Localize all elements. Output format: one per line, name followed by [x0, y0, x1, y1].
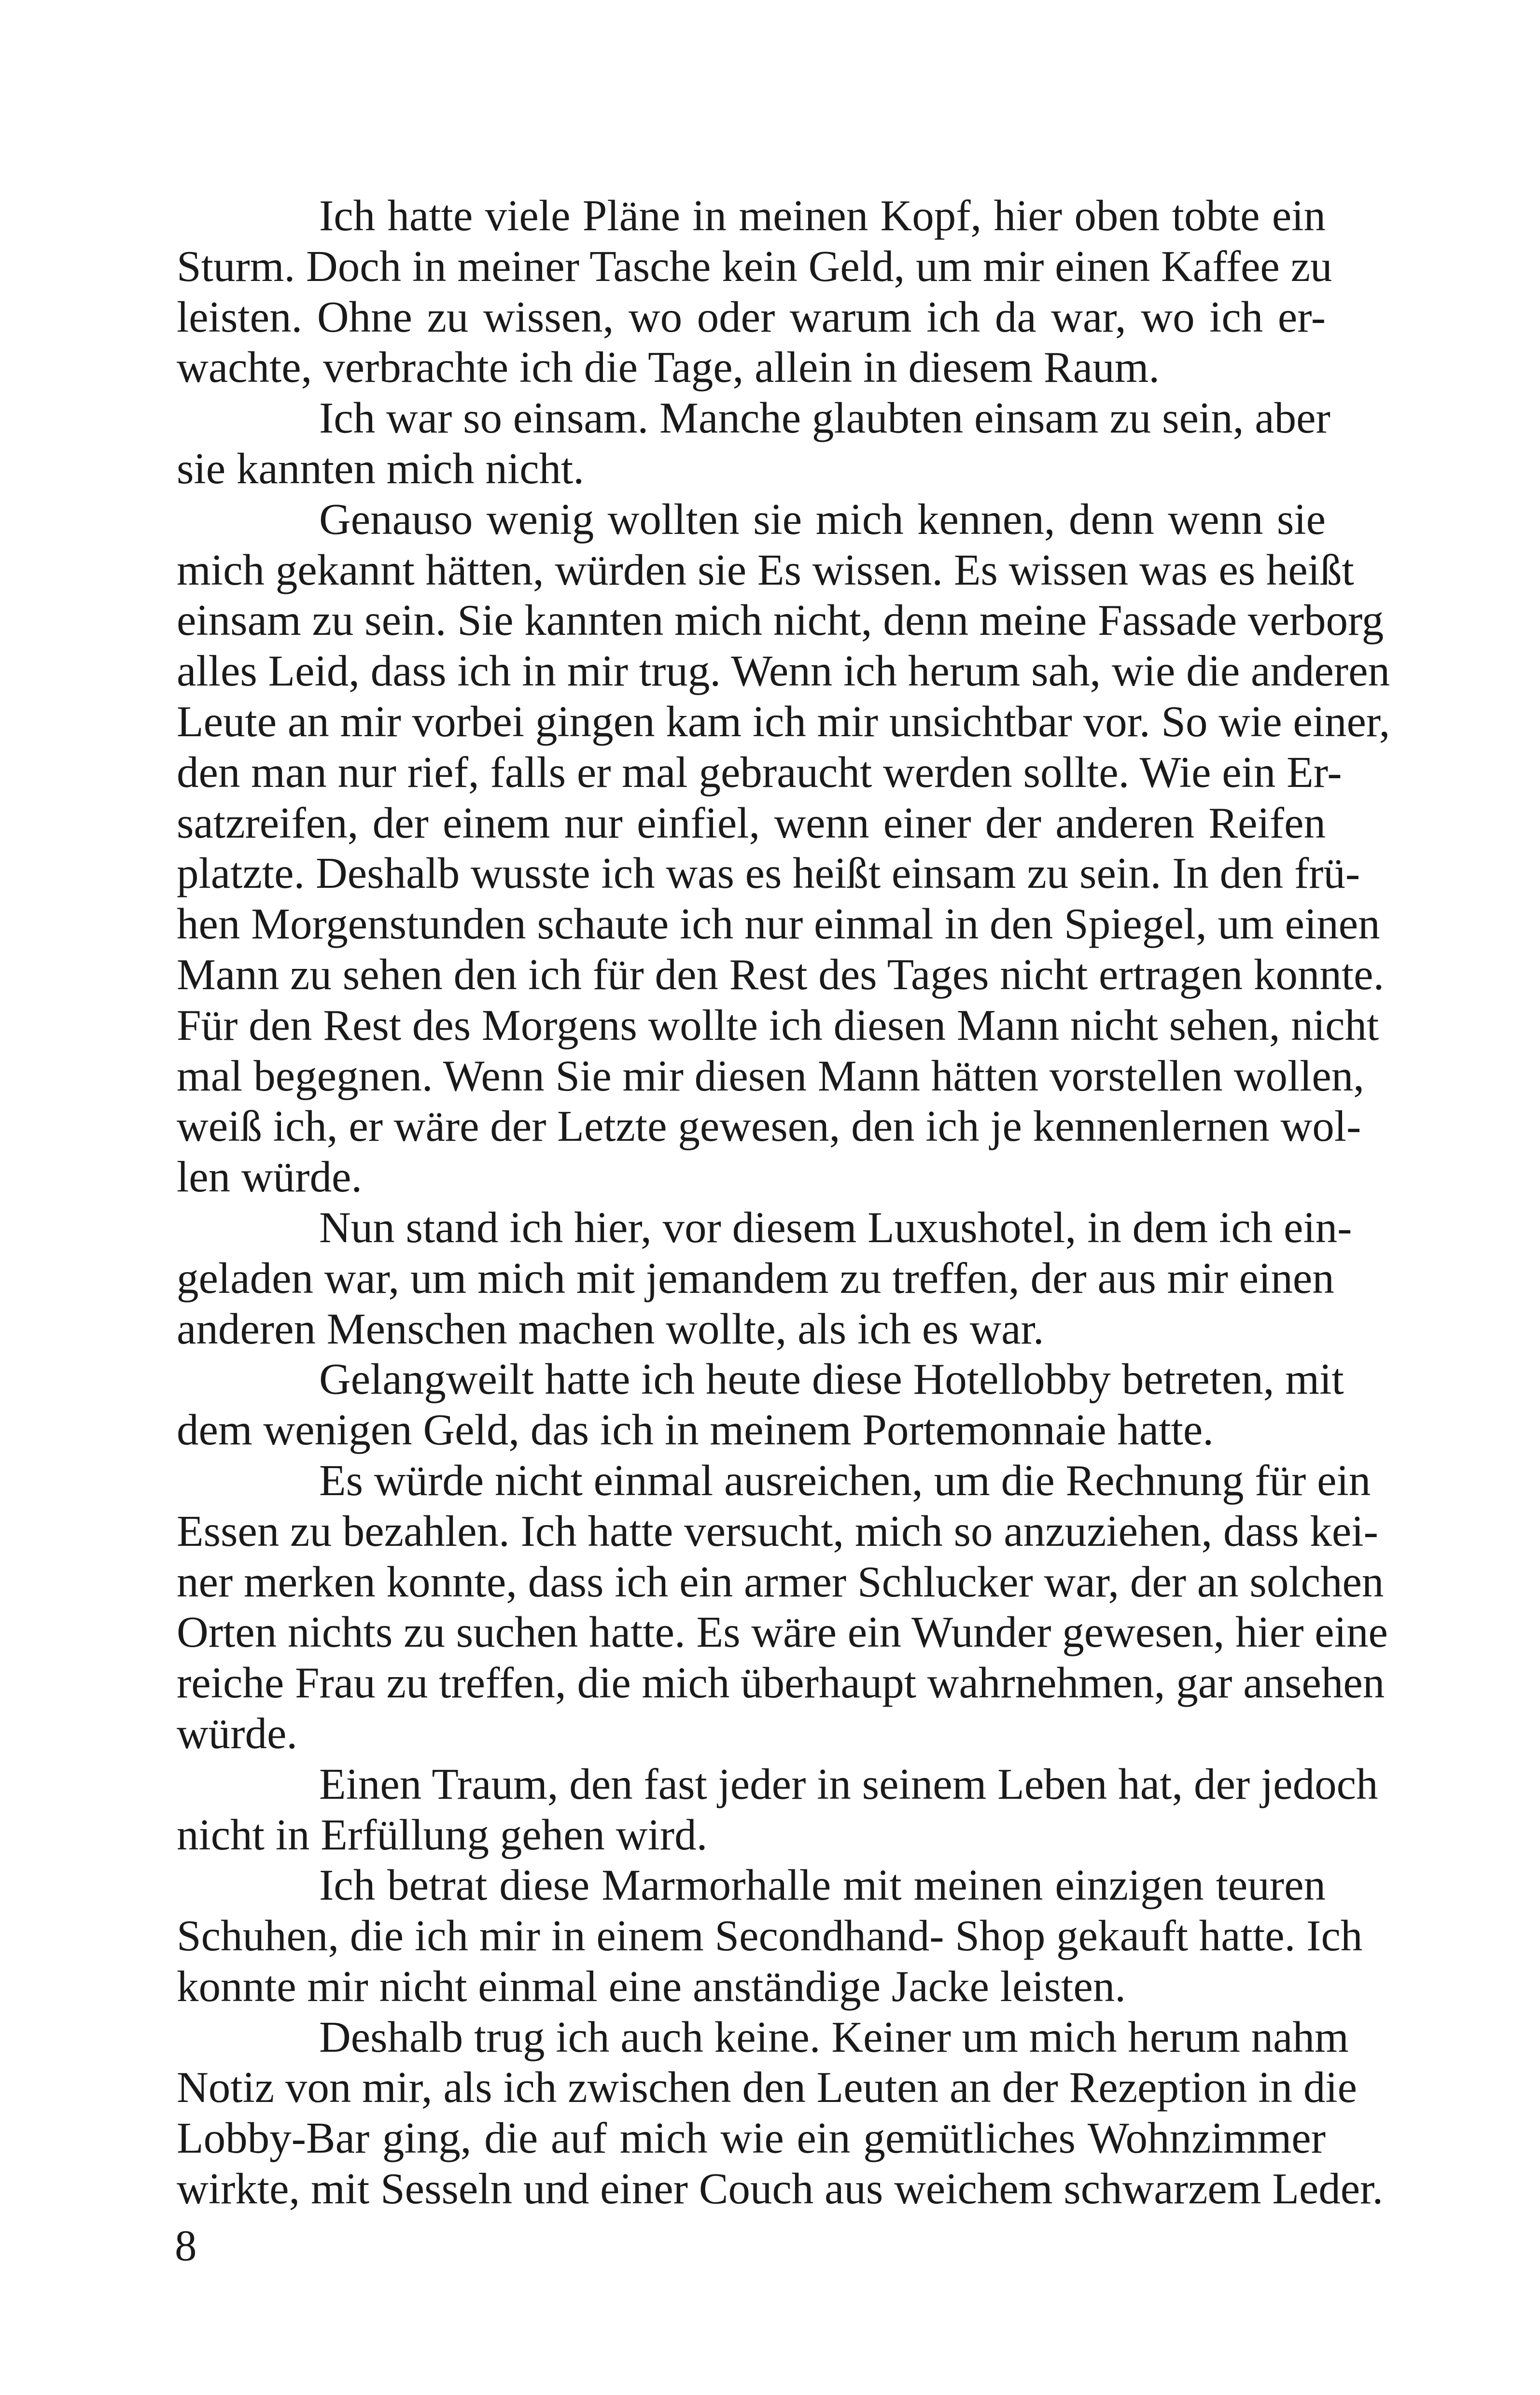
text-line: dem wenigen Geld, das ich in meinem Portemonnaie hatte. [177, 1405, 1214, 1455]
text-line: Schuhen, die ich mir in einem Secondhand- Shop gekauft hatte. Ich [177, 1911, 1363, 1961]
text-line: satzreifen, der einem nur einfiel, wenn einer der anderen Reifen [177, 798, 1326, 847]
text-line: Leute an mir vorbei gingen kam ich mir unsichtbar vor. So wie einer, [177, 697, 1390, 746]
text-line: Mann zu sehen den ich für den Rest des Tages nicht ertragen konnte. [177, 950, 1385, 999]
text-line: Orten nichts zu suchen hatte. Es wäre ein Wunder gewesen, hier eine [177, 1608, 1388, 1657]
text-line: Einen Traum, den fast jeder in seinem Leben hat, der jedoch [319, 1759, 1378, 1808]
text-line: hen Morgenstunden schaute ich nur einmal in den Spiegel, um einen [177, 899, 1380, 949]
text-line: platzte. Deshalb wusste ich was es heißt einsam zu sein. In den frü- [177, 849, 1360, 898]
text-line: weiß ich, er wäre der Letzte gewesen, den ich je kennenlernen wol- [177, 1102, 1361, 1151]
body-text [177, 191, 1390, 2214]
text-line: nicht in Erfüllung gehen wird. [177, 1810, 708, 1859]
text-line: Notiz von mir, als ich zwischen den Leuten an der Rezeption in die [177, 2063, 1358, 2112]
text-line: Essen zu bezahlen. Ich hatte versucht, mich so anzuziehen, dass kei- [177, 1506, 1378, 1555]
text-line: alles Leid, dass ich in mir trug. Wenn ich herum sah, wie die anderen [177, 646, 1390, 696]
text-line: Deshalb trug ich auch keine. Keiner um mich herum nahm [319, 2012, 1349, 2061]
text-line: mich gekannt hätten, würden sie Es wissen. Es wissen was es heißt [177, 545, 1354, 594]
text-line: den man nur rief, falls er mal gebraucht werden sollte. Wie ein Er- [177, 747, 1342, 797]
text-line: ner merken konnte, dass ich ein armer Schlucker war, der an solchen [177, 1557, 1384, 1606]
text-line: sie kannten mich nicht. [177, 444, 585, 493]
text-line: Lobby-Bar ging, die auf mich wie ein gemütliches Wohnzimmer [177, 2114, 1326, 2163]
text-line: wachte, verbrachte ich die Tage, allein in diesem Raum. [177, 343, 1160, 392]
text-line: geladen war, um mich mit jemandem zu treffen, der aus mir einen [177, 1253, 1334, 1303]
page-number: 8 [175, 2221, 197, 2270]
text-line: Ich betrat diese Marmorhalle mit meinen einzigen teuren [319, 1861, 1326, 1910]
text-line: Für den Rest des Morgens wollte ich diesen Mann nicht sehen, nicht [177, 1000, 1379, 1050]
text-line: Genauso wenig wollten sie mich kennen, denn wenn sie [319, 494, 1326, 544]
text-line: Nun stand ich hier, vor diesem Luxushotel, in dem ich ein- [319, 1203, 1352, 1252]
text-line: einsam zu sein. Sie kannten mich nicht, denn meine Fassade verborg [177, 596, 1384, 645]
text-line: Sturm. Doch in meiner Tasche kein Geld, um mir einen Kaffee zu [177, 241, 1332, 291]
text-line: Ich hatte viele Pläne in meinen Kopf, hier oben tobte ein [319, 191, 1326, 240]
text-line: konnte mir nicht einmal eine anständige Jacke leisten. [177, 1961, 1126, 2011]
text-line: Gelangweilt hatte ich heute diese Hotellobby betreten, mit [319, 1355, 1344, 1404]
text-line: Es würde nicht einmal ausreichen, um die Rechnung für ein [319, 1456, 1371, 1505]
text-line: leisten. Ohne zu wissen, wo oder warum ich da war, wo ich er- [177, 292, 1326, 341]
text-line: len würde. [177, 1152, 363, 1202]
text-line: würde. [177, 1709, 298, 1758]
text-line: reiche Frau zu treffen, die mich überhaupt wahrnehmen, gar ansehen [177, 1658, 1385, 1708]
text-line: mal begegnen. Wenn Sie mir diesen Mann hätten vorstellen wollen, [177, 1051, 1365, 1100]
text-line: anderen Menschen machen wollte, als ich es war. [177, 1304, 1044, 1353]
text-line: wirkte, mit Sesseln und einer Couch aus weichem schwarzem Leder. [177, 2164, 1384, 2213]
text-line: Ich war so einsam. Manche glaubten einsam zu sein, aber [319, 393, 1330, 443]
